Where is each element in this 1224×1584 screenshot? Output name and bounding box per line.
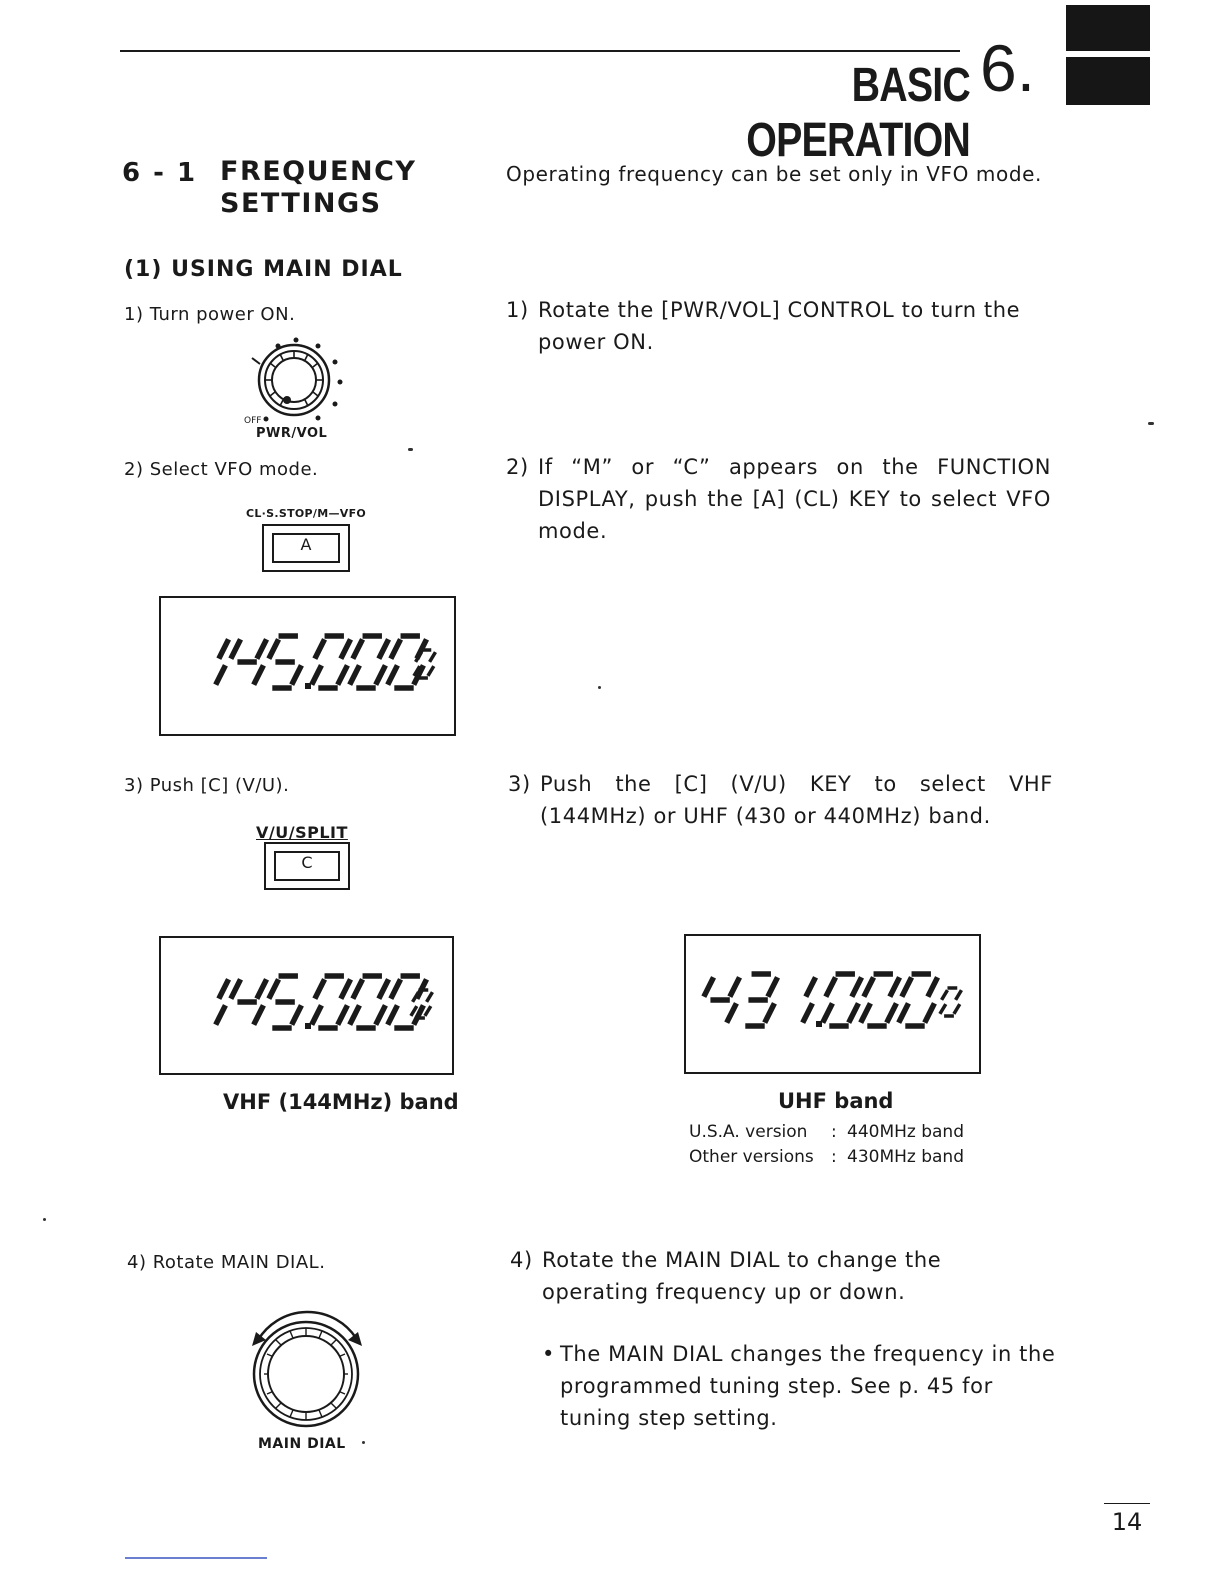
step-description: Push the [C] (V/U) KEY to select VHF (144MHz) or UHF (430 or 440MHz) band. xyxy=(540,772,1053,828)
version-label: Other versions xyxy=(689,1147,814,1167)
main-dial-figure xyxy=(244,1304,374,1454)
section-number: 6 - 1 xyxy=(122,158,198,188)
lcd-frequency-digit xyxy=(899,974,938,1026)
lcd-frequency-digit xyxy=(312,636,351,688)
scan-speck xyxy=(598,686,601,689)
chapter-title: BASIC OPERATION xyxy=(746,59,970,167)
step-3-text xyxy=(508,768,1053,832)
step-description: Rotate the [PWR/VOL] CONTROL to turn the power ON. xyxy=(538,298,1021,354)
lcd-frequency-digit xyxy=(216,639,229,684)
lcd-frequency-digit xyxy=(312,976,351,1028)
lcd-vfo-segments xyxy=(161,598,454,734)
step-description: Rotate the MAIN DIAL to change the operating frequency up or down. xyxy=(542,1248,942,1304)
main-dial-caption: MAIN DIAL xyxy=(258,1436,346,1452)
key-c-face: C xyxy=(274,851,340,881)
header-rule xyxy=(120,50,960,52)
pwr-vol-knob-figure xyxy=(238,334,358,444)
lcd-frequency-digit xyxy=(704,977,740,1022)
step-4-label: 4) Rotate MAIN DIAL. xyxy=(127,1252,326,1273)
lcd-frequency-digit xyxy=(269,976,302,1028)
lcd-decimal-point xyxy=(305,1023,311,1029)
scan-speck xyxy=(1148,422,1154,425)
uhf-band-caption: UHF band xyxy=(778,1089,894,1113)
key-c-caption: V/U/SPLIT xyxy=(256,823,348,842)
chapter-tab-block xyxy=(1066,57,1150,105)
chapter-number: 6. xyxy=(980,31,1036,105)
step-4-text xyxy=(510,1244,1055,1308)
main-dial-icon xyxy=(244,1304,374,1430)
lcd-frequency-digit xyxy=(745,974,777,1026)
page-number: 14 xyxy=(1104,1503,1150,1536)
lcd-vfo-display xyxy=(159,596,456,736)
step-3-label: 3) Push [C] (V/U). xyxy=(124,775,290,796)
step-number: 1) xyxy=(506,298,529,322)
lcd-frequency-digit xyxy=(823,974,862,1026)
lcd-uhf-segments xyxy=(686,936,979,1072)
knob-caption: PWR/VOL xyxy=(256,426,328,441)
lcd-uhf-display xyxy=(684,934,981,1074)
version-label: U.S.A. version xyxy=(689,1122,808,1142)
step-number: 2) xyxy=(506,455,529,479)
lcd-vhf-segments xyxy=(161,938,452,1073)
lcd-frequency-digit xyxy=(388,636,427,688)
lcd-frequency-digit xyxy=(350,636,389,688)
lcd-frequency-digit xyxy=(269,636,302,688)
note-text: The MAIN DIAL changes the frequency in the programmed tuning step. See p. 45 for tuning step setting. xyxy=(560,1342,1056,1430)
key-a-caption: CL·S.STOP/M—VFO xyxy=(246,507,367,520)
scan-speck xyxy=(43,1218,46,1221)
step-description: If “M” or “C” appears on the FUNCTION DISPLAY, push the [A] (CL) KEY to select VFO mode. xyxy=(538,455,1051,543)
version-row xyxy=(689,1147,964,1167)
version-value: 440MHz band xyxy=(847,1122,964,1142)
step-4-note xyxy=(542,1338,1056,1434)
version-row xyxy=(689,1122,964,1142)
pwr-vol-knob-icon xyxy=(238,334,358,426)
chapter-tab-block xyxy=(1066,5,1150,51)
step-number: 3) xyxy=(508,772,531,796)
lcd-frequency-digit xyxy=(231,979,267,1024)
step-1-label: 1) Turn power ON. xyxy=(124,304,296,325)
step-number: 4) xyxy=(510,1248,533,1272)
version-sep: : xyxy=(831,1147,837,1167)
lcd-channel-digit xyxy=(940,988,962,1016)
lcd-decimal-point xyxy=(305,683,311,689)
section-title-line: FREQUENCY xyxy=(220,156,417,187)
step-2-text xyxy=(506,451,1051,547)
lcd-decimal-point xyxy=(816,1021,822,1027)
version-value: 430MHz band xyxy=(847,1147,964,1167)
lcd-frequency-digit xyxy=(388,976,427,1028)
version-sep: : xyxy=(831,1122,837,1142)
lcd-frequency-digit xyxy=(216,979,229,1024)
subsection-title: (1) USING MAIN DIAL xyxy=(124,257,403,282)
scan-speck xyxy=(408,448,413,451)
step-2-label: 2) Select VFO mode. xyxy=(124,459,319,480)
section-intro: Operating frequency can be set only in VFO mode. xyxy=(506,162,1042,186)
key-c-button xyxy=(264,842,350,890)
bullet-icon: • xyxy=(542,1342,555,1366)
lcd-frequency-digit xyxy=(350,976,389,1028)
key-a-button xyxy=(262,524,350,572)
version-table xyxy=(689,1122,964,1167)
lcd-frequency-digit xyxy=(803,977,816,1022)
footer-rule xyxy=(125,1557,267,1559)
lcd-vhf-display xyxy=(159,936,454,1075)
lcd-frequency-digit xyxy=(231,639,267,684)
knob-off-label: OFF xyxy=(244,416,262,426)
lcd-frequency-digit xyxy=(861,974,900,1026)
step-1-text xyxy=(506,294,1051,358)
section-title-line: SETTINGS xyxy=(220,188,382,219)
section-title xyxy=(220,156,480,220)
scan-speck xyxy=(362,1441,365,1444)
key-a-face: A xyxy=(272,533,340,563)
vhf-band-caption: VHF (144MHz) band xyxy=(223,1090,459,1114)
